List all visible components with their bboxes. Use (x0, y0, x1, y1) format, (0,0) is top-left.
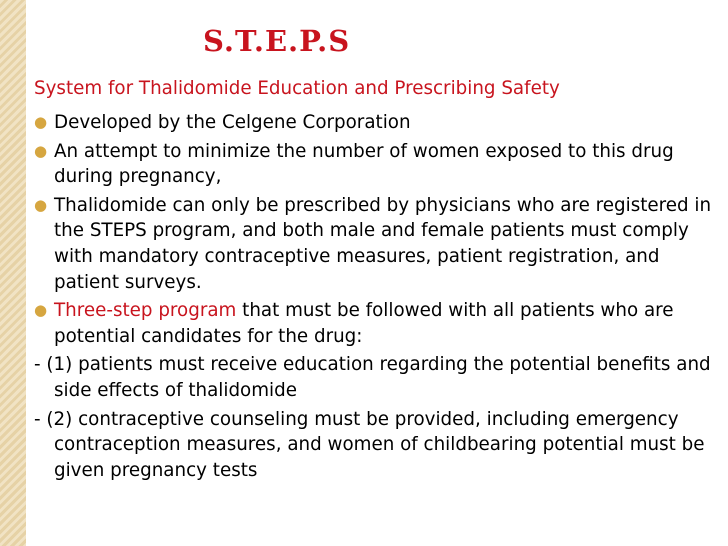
bullet-item (34, 139, 724, 190)
bullet-text: Developed by the Celgene Corporation (54, 112, 411, 133)
bullet-dot-icon: ● (34, 141, 48, 160)
step-text: patients must receive education regarding the potential benefits and side effects of thalidomide (54, 354, 711, 401)
decorative-side-band (0, 0, 26, 546)
bullet-item (34, 110, 724, 136)
bullet-item (34, 193, 724, 295)
bullet-dot-icon: ● (34, 195, 48, 214)
bullet-dot-icon: ● (34, 113, 48, 131)
bullet-dot-icon: ● (34, 301, 48, 320)
step-item (34, 407, 724, 484)
step-prefix: - (2) (34, 408, 73, 430)
step-item (34, 352, 724, 403)
step-prefix: - (1) (34, 354, 73, 376)
bullet-text: An attempt to minimize the number of women exposed to this drug during pregnancy, (54, 140, 674, 188)
slide-subtitle: System for Thalidomide Education and Prescribing Safety (34, 78, 560, 99)
bullet-text: Thalidomide can only be prescribed by physicians who are registered in the STEPS program, and both male and female patients must comply with mandatory contraceptive measures, patient registration, and patient surveys. (54, 194, 712, 293)
slide-body (34, 110, 724, 486)
bullet-text: that must be followed with all patients who are potential candidates for the drug: (54, 300, 674, 347)
step-text: contraceptive counseling must be provided, including emergency contraception measures, and women of childbearing potential must be given pregnancy tests (54, 408, 705, 481)
slide-title: S.T.E.P.S (203, 24, 351, 58)
bullet-highlight: Three-step program (54, 300, 237, 322)
bullet-item (34, 298, 724, 349)
